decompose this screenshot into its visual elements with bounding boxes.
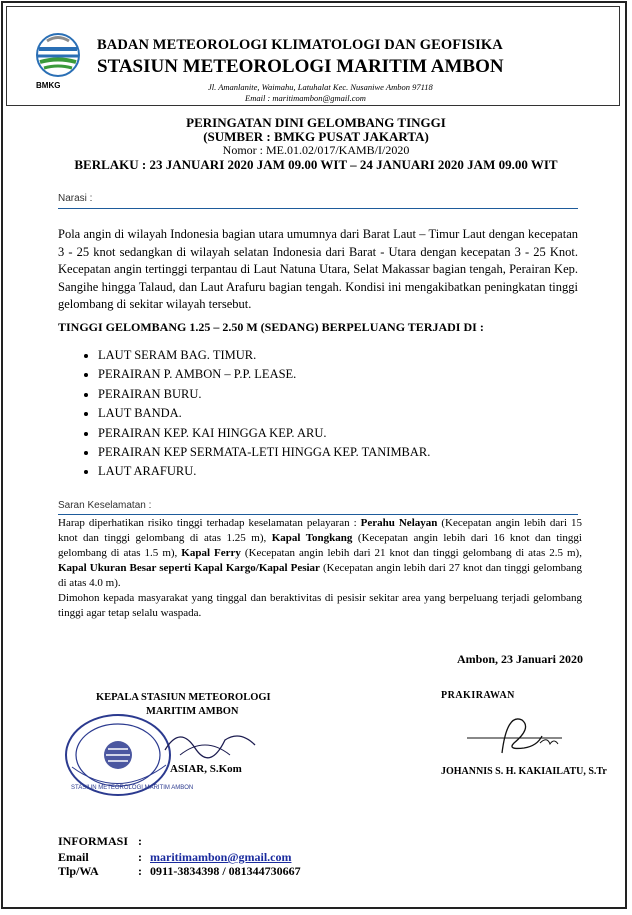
org-name-line2: STASIUN METEOROLOGI MARITIM AMBON (97, 56, 504, 77)
left-signer-title1: KEPALA STASIUN METEOROLOGI (96, 692, 271, 703)
list-item: • PERAIRAN KEP SERMATA-LETI HINGGA KEP. TANIMBAR. (98, 443, 430, 462)
right-signer-name: JOHANNIS S. H. KAKIAILATU, S.Tr (441, 766, 607, 777)
narasi-label: Narasi : (58, 193, 93, 204)
signature-right-icon (462, 708, 582, 763)
org-address: Jl. Amanlanite, Waimahu, Latuhalat Kec. Nusaniwe Ambon 97118 (208, 82, 433, 92)
org-email: Email : maritimambon@gmail.com (245, 93, 366, 103)
letterhead (6, 6, 620, 106)
saran-paragraph1: Harap diperhatikan risiko tinggi terhadap keselamatan pelayaran : Perahu Nelayan (Kecepatan angin lebih dari 15 knot dan tinggi gelombang di atas 1.25 m), Kapal Tongkang (Kecepatan angin lebih dari 16 knot dan tinggi gelombang di atas 1.5 m), Kapal Ferry (Kecepatan angin lebih dari 21 knot dan tinggi gelombang di atas 2.5 m), Kapal Ukuran Besar seperti Kapal Kargo/Kapal Pesiar (Kecepatan angin lebih dari 27 knot dan tinggi gelombang di atas 4.0 m). (58, 517, 583, 589)
sign-date: Ambon, 23 Januari 2020 (457, 652, 584, 666)
list-item: • PERAIRAN KEP. KAI HINGGA KEP. ARU. (98, 424, 430, 443)
info-heading: INFORMASI : (58, 834, 142, 848)
list-item: • LAUT SERAM BAG. TIMUR. (98, 346, 430, 365)
left-signer-title2: MARITIM AMBON (146, 706, 239, 717)
list-item: • PERAIRAN BURU. (98, 385, 430, 404)
info-phone-row: Tlp/WA : 0911-3834398 / 081344730667 (58, 864, 301, 878)
list-item: • PERAIRAN P. AMBON – P.P. LEASE. (98, 365, 430, 384)
logo-caption: BMKG (36, 81, 61, 90)
area-list (58, 346, 430, 482)
list-item: • LAUT BANDA. (98, 404, 430, 423)
right-signer-title: PRAKIRAWAN (441, 690, 515, 701)
email-link[interactable]: maritimambon@gmail.com (150, 850, 292, 864)
signature-left-icon (160, 720, 260, 765)
saran-label: Saran Keselamatan : (58, 500, 152, 511)
stamp-text: STASIUN METEOROLOGI MARITIM AMBON (71, 785, 194, 791)
wave-heading: TINGGI GELOMBANG 1.25 – 2.50 M (SEDANG) BERPELUANG TERJADI DI : (58, 320, 484, 334)
info-email-row: Email : maritimambon@gmail.com (58, 850, 292, 864)
org-name-line1: BADAN METEOROLOGI KLIMATOLOGI DAN GEOFISIKA (97, 37, 503, 53)
doc-source: (SUMBER : BMKG PUSAT JAKARTA) (203, 129, 429, 144)
phone-number: 0911-3834398 / 081344730667 (150, 864, 301, 878)
list-item: • LAUT ARAFURU. (98, 462, 430, 481)
saran-paragraph2: Dimohon kepada masyarakat yang tinggal dan beraktivitas di pesisir sekitar area yang berpeluang terjadi gelombang tinggi agar tetap selalu waspada. (58, 592, 582, 619)
doc-number: Nomor : ME.01.02/017/KAMB/I/2020 (222, 143, 410, 157)
doc-title: PERINGATAN DINI GELOMBANG TINGGI (186, 115, 446, 130)
narasi-divider (58, 208, 578, 209)
left-signer-name: ASIAR, S.Kom (170, 763, 242, 775)
narasi-text: Pola angin di wilayah Indonesia bagian utara umumnya dari Barat Laut – Timur Laut dengan kecepatan 3 - 25 knot sedangkan di wilayah selatan Indonesia dari Barat - Utara dengan kecepatan 3 - 25 Knot. Kecepatan angin tertinggi terpantau di Laut Natuna Utara, Selat Makassar bagian tengah, Perairan Kep. Sangihe hingga Talaud, dan Laut Arafuru bagian tengah. Kondisi ini mengakibatkan peningkatan tinggi gelombang di sekitar wilayah tersebut. (58, 227, 578, 311)
saran-divider (58, 514, 578, 515)
validity-period: BERLAKU : 23 JANUARI 2020 JAM 09.00 WIT – 24 JANUARI 2020 JAM 09.00 WIT (74, 157, 558, 172)
